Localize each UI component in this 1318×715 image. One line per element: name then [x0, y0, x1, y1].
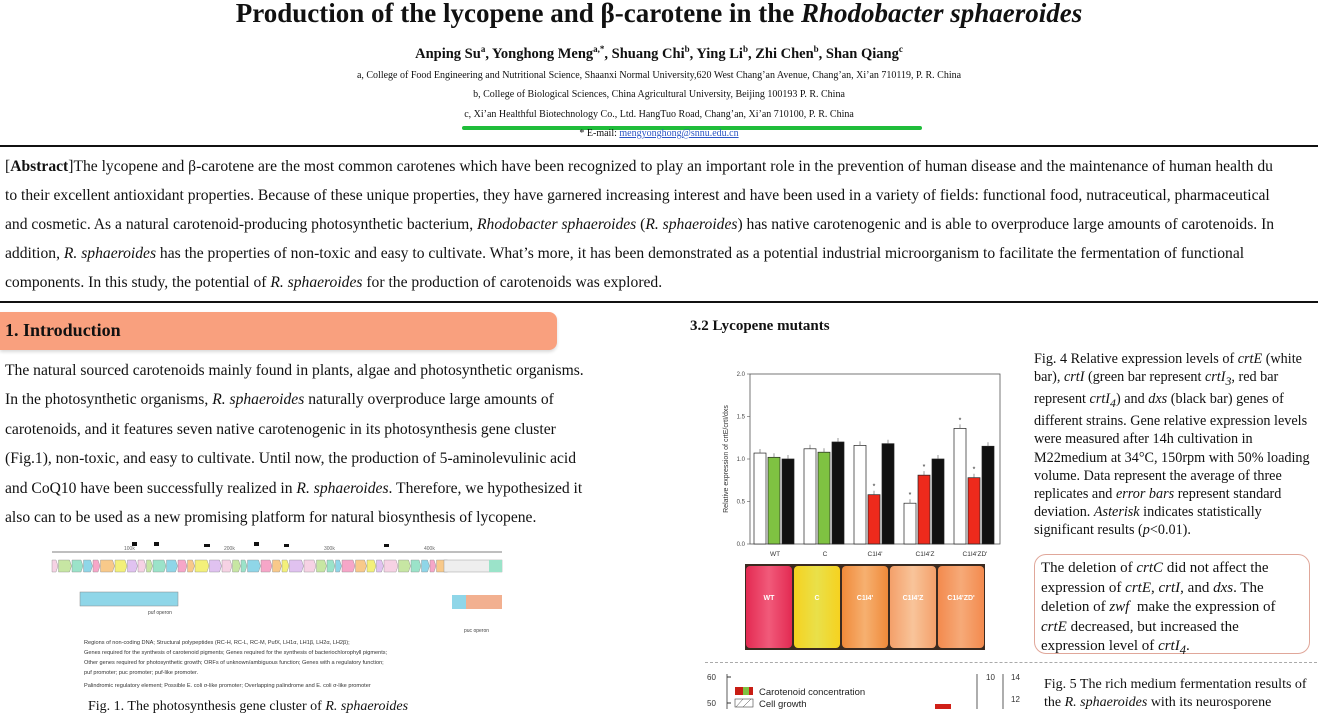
- gene-arrow: [128, 560, 138, 572]
- author-name: Ying Li$^b$: [696, 44, 748, 62]
- gene-arrow: [115, 560, 127, 572]
- svg-text:Other genes required for photo: Other genes required for photosynthetic growth; ORFs of unknown/ambiguous function; Genes with a regulatory function;: [84, 660, 384, 666]
- fig4-bar-chart: [718, 364, 1018, 654]
- gene-arrow: [188, 560, 195, 572]
- gene-arrow: [101, 560, 115, 572]
- bar-dxs: [782, 459, 794, 544]
- bar-dxs: [982, 446, 994, 544]
- introduction-heading-bar: [0, 312, 557, 350]
- tube-label: C: [814, 595, 820, 602]
- x-tick-label: C1I4'ZD': [962, 551, 988, 558]
- author-name: Shuang Chi$^b$: [611, 44, 690, 62]
- affiliation-b: b, College of Biological Sciences, China Agricultural University, Beijing 100193 P. R. China: [473, 89, 845, 100]
- gene-arrow: [195, 560, 209, 572]
- fig5-legend-cell-growth: Cell growth: [759, 699, 807, 709]
- tube-label: WT: [763, 595, 775, 602]
- x-tick-label: WT: [769, 551, 781, 558]
- affiliation-a: a, College of Food Engineering and Nutritional Science, Shaanxi Normal University,620 West Chang’an Avenue, Chang’an, Xi’an 710119, P. R. China: [356, 70, 962, 81]
- gene-arrow: [72, 560, 83, 572]
- asterisk-mark: *: [922, 464, 926, 472]
- gene-cluster-figure: [44, 540, 514, 698]
- gene-arrow: [336, 560, 342, 572]
- gene-arrow: [430, 560, 436, 572]
- operon-detail: [80, 592, 502, 634]
- abstract: [Abstract]The lycopene and β-carotene are the most common carotenes which have been recognized to play an important role in the prevention of human disease and the maintenance of human health du to their excellent antioxidant properties. Because of these unique properties, they have garnered increasing interest and have been used in a variety of fields: functional food, nutraceutical, pharmaceutical and cosmetic. As a natural carotenoid-producing photosynthetic bacterium, Rhodobacter sphaeroides (R. sphaeroides) has native carotenogenic and is able to overproduce large amounts of carotenoids. In addition, R. sphaeroides has the properties of non-toxic and easy to cultivate. What’s more, it has been demonstrated as a potential industrial microorganism to facilitate the fermentation of functional components. In this study, the potential of R. sphaeroides for the production of carotenoids was explored.: [5, 158, 1275, 291]
- gene-arrow: [377, 560, 384, 572]
- culture-tube: [746, 566, 792, 648]
- bar-crtI4: [868, 495, 880, 544]
- author-name: Yonghong Meng$^{a,*}$: [492, 44, 605, 62]
- email-line: * E-mail: mengyonghong@snnu.edu.cn: [579, 128, 739, 139]
- gene-arrow: [178, 560, 187, 572]
- fig5-right-tick-10: 10: [986, 673, 995, 682]
- bar-dxs: [932, 459, 944, 544]
- asterisk-mark: *: [958, 417, 962, 425]
- gene-arrow: [327, 560, 335, 572]
- introduction-text: The natural sourced carotenoids mainly found in plants, algae and photosynthetic organisms. In the photosynthetic organisms, R. sphaeroides naturally overproduce large amounts of carotenoids, and it features seven native carotenogenic in its photosynthesis gene cluster (Fig.1), non-toxic, and easy to cultivate. Until now, the production of 5-aminolevulinic acid and CoQ10 have been successfully realized in R. sphaeroides. Therefore, we hypothesized it also can to be used as a new promising platform for natural biosynthesis of lycopene.: [5, 362, 584, 527]
- gene-arrow: [241, 560, 247, 572]
- svg-text:Regions of non-coding DNA; St: Regions of non-coding DNA; Structural polypeptides (RC-H, RC-L, RC-M, PufX, LH1α, LH1β, LH2α, LH2β);: [84, 640, 350, 646]
- gene-arrow: [290, 560, 304, 572]
- poster-title: Production of the lycopene and β-carotene in the Rhodobacter sphaeroides: [235, 0, 1083, 28]
- bar-crtE: [754, 453, 766, 544]
- fig1-caption: Fig. 1. The photosynthesis gene cluster of R. sphaeroides: [88, 699, 409, 714]
- fig5-chart: [705, 668, 1035, 709]
- fig4-caption: Fig. 4 Relative expression levels of crtE (white bar), crtI (green bar represent crtI$_3$, red bar represent crtI$_4$) and dxs (black bar) genes of different strains. Gene relative expression levels were measured after 14h cultivation in M22medium at 34°C, 150rpm with 50% loading volume. Data represent the average of three replicates and error bars represent standard deviation. Asterisk indicates statistically significant results (p<0.01).: [1034, 351, 1310, 539]
- asterisk-mark: *: [908, 492, 912, 500]
- ruler: [52, 542, 502, 552]
- author-list: Anping Su$^a$, Yonghong Meng$^{a,*}$, Shuang Chi$^b$, Ying Li$^b$, Zhi Chen$^b$, Shan Qiang$^c$: [415, 44, 903, 62]
- y-tick-label: 1.0: [736, 457, 745, 463]
- gene-arrow: [233, 560, 241, 572]
- svg-text:puf promoter; puc promoter;: puf promoter; puc promoter; puf-like promoter.: [84, 670, 199, 676]
- asterisk-mark: *: [972, 466, 976, 474]
- gene-arrow: [399, 560, 411, 572]
- gene-arrow: [59, 560, 72, 572]
- gene-arrow: [261, 560, 272, 572]
- x-tick-label: C1I4': [867, 551, 883, 558]
- fig5-ytick-60: 60: [707, 673, 716, 682]
- svg-text:puc operon: puc operon: [464, 628, 490, 634]
- section-divider: [0, 145, 1318, 147]
- gene-arrow: [367, 560, 376, 572]
- gene-arrow: [282, 560, 289, 572]
- gene-arrow: [384, 560, 398, 572]
- gene-arrow: [342, 560, 355, 572]
- section-3-2-heading: 3.2 Lycopene mutants: [690, 318, 830, 334]
- gene-arrow: [138, 560, 146, 572]
- y-tick-label: 0.0: [736, 542, 745, 548]
- gene-arrow: [273, 560, 282, 572]
- svg-text:400k: 400k: [424, 546, 435, 552]
- bar-crtE: [904, 503, 916, 544]
- gene-arrow: [84, 560, 93, 572]
- bar-crtE: [854, 445, 866, 544]
- gene-arrow: [210, 560, 222, 572]
- gene-arrow: [248, 560, 261, 572]
- email-link[interactable]: mengyonghong@snnu.edu.cn: [619, 128, 739, 139]
- bar-crtI4: [918, 475, 930, 544]
- gene-arrow: [93, 560, 100, 572]
- tube-label: C1I4': [856, 595, 874, 602]
- bar-crtI: [768, 457, 780, 544]
- result-callout: The deletion of crtC did not affect the expression of crtE, crtI, and dxs. The deletion of zwf make the expression of crtE decreased, but increased the expression level of crtI$_4$.: [1034, 554, 1310, 654]
- section-divider-2: [0, 301, 1318, 303]
- culture-tube: [938, 566, 984, 648]
- gene-arrow: [422, 560, 430, 572]
- y-tick-label: 2.0: [736, 372, 745, 378]
- bar-crtE: [954, 428, 966, 544]
- gene-arrow: [153, 560, 166, 572]
- bar-dxs: [882, 444, 894, 544]
- y-axis-label: Relative expression of crtE/crtI/dxs: [723, 405, 730, 513]
- bar-crtI4: [968, 478, 980, 544]
- tube-label: C1I4'ZD': [947, 595, 975, 602]
- bar-crtE: [804, 449, 816, 544]
- gene-arrow: [356, 560, 367, 572]
- culture-tube: [794, 566, 840, 648]
- gene-arrow: [317, 560, 327, 572]
- y-tick-label: 1.5: [736, 414, 745, 421]
- svg-text:300k: 300k: [324, 546, 335, 552]
- culture-tube: [842, 566, 888, 648]
- fig5-legend-carotenoid: Carotenoid concentration: [759, 687, 866, 698]
- gene-arrow: [167, 560, 178, 572]
- tube-label: C1I4'Z: [902, 595, 924, 602]
- fig5-caption: Fig. 5 The rich medium fermentation results of the R. sphaeroides with its neurosporene: [1044, 677, 1307, 710]
- author-name: Zhi Chen$^b$: [755, 44, 819, 62]
- x-tick-label: C1I4'Z: [915, 551, 935, 558]
- gene-arrow: [411, 560, 421, 572]
- bar-crtI: [818, 452, 830, 544]
- svg-text:Palindromic regulatory element: Palindromic regulatory element; Possible E. coli σ-like promoter; Overlapping palindrome and E. coli σ-like promoter: [84, 683, 371, 689]
- gene-arrow: [147, 560, 153, 572]
- svg-text:puf operon: puf operon: [148, 610, 172, 616]
- affiliation-c: c, Xi’an Healthful Biotechnology Co., Ltd. HangTuo Road, Chang’an, Xi’an 710100, P. R. China: [464, 109, 854, 120]
- x-tick-label: C: [822, 551, 828, 558]
- culture-tube: [890, 566, 936, 648]
- asterisk-mark: *: [872, 483, 876, 491]
- gene-arrow: [304, 560, 316, 572]
- dashed-divider: [705, 662, 1317, 663]
- figure-legend: [84, 640, 388, 689]
- gene-arrow: [52, 560, 58, 572]
- svg-text:100k: 100k: [124, 546, 135, 552]
- fig5-right-tick-12: 12: [1011, 695, 1020, 704]
- bar-dxs: [832, 442, 844, 544]
- svg-text:200k: 200k: [224, 546, 235, 552]
- fig5-ytick-50: 50: [707, 699, 716, 708]
- gene-arrow: [222, 560, 232, 572]
- author-name: Anping Su$^a$: [415, 44, 486, 62]
- fig5-bar: [935, 704, 951, 709]
- introduction-heading: 1. Introduction: [5, 320, 121, 340]
- fig5-right-tick-14: 14: [1011, 673, 1020, 682]
- svg-text:Genes required for the synthes: Genes required for the synthesis of carotenoid pigments; Genes required for the synthesis of bacteriochlorophyll pigments;: [84, 650, 388, 656]
- author-name: Shan Qiang$^c$: [825, 44, 903, 62]
- gene-track: [52, 560, 502, 572]
- y-tick-label: 0.5: [736, 499, 745, 506]
